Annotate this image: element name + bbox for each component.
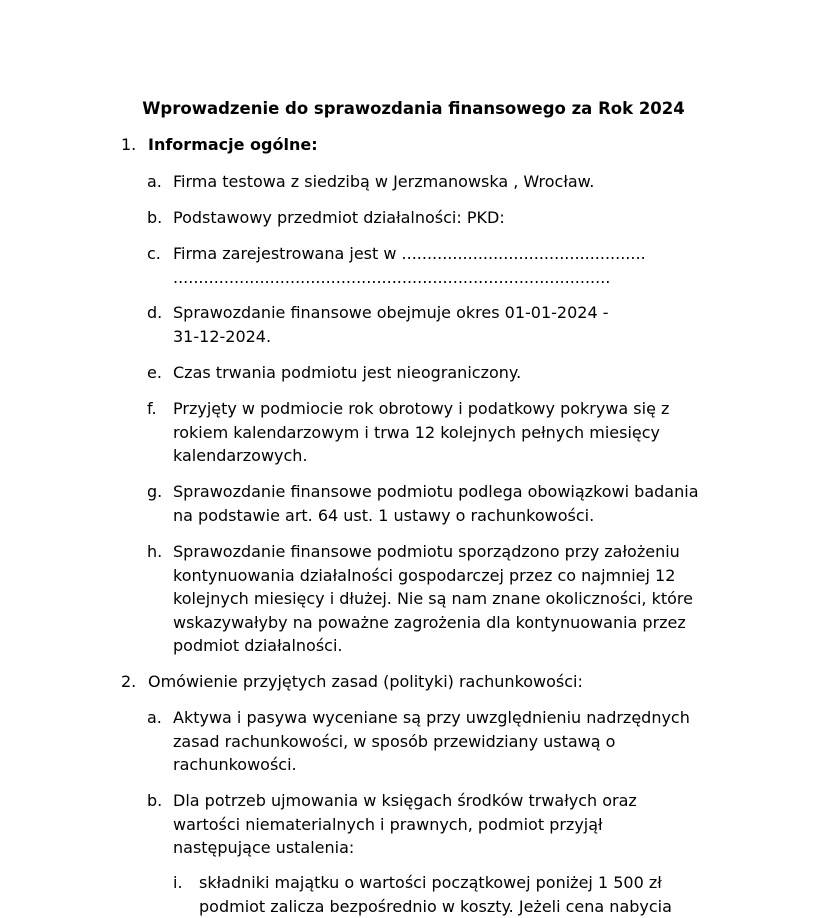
item-line: Czas trwania podmiotu jest nieograniczony. (173, 361, 738, 385)
item-line: zasad rachunkowości, w sposób przewidziany ustawą o (173, 730, 738, 754)
item-line: Sprawozdanie finansowe podmiotu podlega obowiązkowi badania (173, 480, 738, 504)
item-line: kontynuowania działalności gospodarczej przez co najmniej 12 (173, 564, 738, 588)
item-line: kolejnych miesięcy i dłużej. Nie są nam znane okoliczności, które (173, 587, 738, 611)
item-line: kalendarzowych. (173, 444, 738, 468)
item-text (173, 789, 738, 860)
item-text (173, 242, 738, 289)
item-letter: f. (147, 397, 171, 421)
item-letter: g. (147, 480, 171, 504)
item-letter: h. (147, 540, 171, 564)
item-text (173, 480, 738, 527)
item-text (173, 706, 738, 777)
item-text (173, 361, 738, 385)
item-text (173, 206, 738, 230)
item-letter: d. (147, 301, 171, 325)
item-line: Dla potrzeb ujmowania w księgach środków trwałych oraz (173, 789, 738, 813)
section-heading: Informacje ogólne: (148, 133, 748, 157)
item-text (173, 397, 738, 468)
item-line: ...................................................................................... (173, 266, 738, 290)
item-letter: a. (147, 170, 171, 194)
item-line: podmiot działalności. (173, 634, 738, 658)
item-line: na podstawie art. 64 ust. 1 ustawy o rachunkowości. (173, 504, 738, 528)
item-letter: a. (147, 706, 171, 730)
item-line: 31-12-2024. (173, 325, 738, 349)
item-line: Podstawowy przedmiot działalności: PKD: (173, 206, 738, 230)
item-line: następujące ustalenia: (173, 836, 738, 860)
item-line: rokiem kalendarzowym i trwa 12 kolejnych pełnych miesięcy (173, 421, 738, 445)
item-line: Przyjęty w podmiocie rok obrotowy i podatkowy pokrywa się z (173, 397, 738, 421)
item-line: Aktywa i pasywa wyceniane są przy uwzględnieniu nadrzędnych (173, 706, 738, 730)
sub-item-line: składniki majątku o wartości początkowej poniżej 1 500 zł (199, 871, 759, 895)
item-line: wartości niematerialnych i prawnych, podmiot przyjął (173, 813, 738, 837)
item-letter: b. (147, 206, 171, 230)
item-line: Firma zarejestrowana jest w ................................................ (173, 242, 738, 266)
item-letter: e. (147, 361, 171, 385)
item-text (173, 301, 738, 348)
section-number: 1. (121, 133, 147, 157)
section-number: 2. (121, 670, 147, 694)
sub-item-numeral: i. (173, 871, 197, 895)
item-line: Sprawozdanie finansowe podmiotu sporządzono przy założeniu (173, 540, 738, 564)
item-letter: b. (147, 789, 171, 813)
item-letter: c. (147, 242, 171, 266)
document-title: Wprowadzenie do sprawozdania finansowego za Rok 2024 (0, 97, 827, 121)
item-text (173, 170, 738, 194)
item-line: Sprawozdanie finansowe obejmuje okres 01-01-2024 - (173, 301, 738, 325)
item-text (173, 540, 738, 658)
sub-item-line: podmiot zalicza bezpośrednio w koszty. Jeżeli cena nabycia (199, 895, 759, 918)
item-line: Firma testowa z siedzibą w Jerzmanowska , Wrocław. (173, 170, 738, 194)
item-line: wskazywałyby na poważne zagrożenia dla kontynuowania przez (173, 611, 738, 635)
section-heading: Omówienie przyjętych zasad (polityki) rachunkowości: (148, 670, 748, 694)
item-line: rachunkowości. (173, 753, 738, 777)
